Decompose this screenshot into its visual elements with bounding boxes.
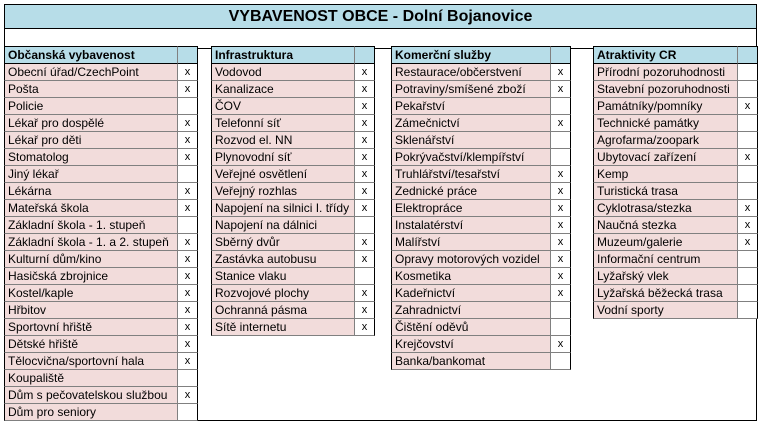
item-label: Zednické práce — [391, 183, 551, 200]
table-row — [4, 336, 198, 353]
item-label: Zahradnictví — [391, 302, 551, 319]
availability-mark: x — [551, 200, 571, 217]
availability-mark: x — [551, 81, 571, 98]
item-label: Elektropráce — [391, 200, 551, 217]
table-row — [4, 217, 198, 234]
table-row — [391, 319, 571, 336]
availability-mark: x — [551, 268, 571, 285]
item-label: Památníky/pomníky — [593, 98, 738, 115]
sheet-title: VYBAVENOST OBCE - Dolní Bojanovice — [5, 5, 756, 29]
availability-mark: x — [178, 64, 198, 81]
table-row — [211, 115, 375, 132]
table-row — [4, 183, 198, 200]
table-row — [4, 353, 198, 370]
item-label: Turistická trasa — [593, 183, 738, 200]
table-row — [391, 217, 571, 234]
availability-mark: x — [178, 149, 198, 166]
category-column — [391, 46, 571, 370]
category-column — [4, 46, 198, 421]
item-label: Dům s pečovatelskou službou — [4, 387, 178, 404]
category-header-row — [593, 46, 758, 64]
item-label: Jiný lékař — [4, 166, 178, 183]
table-row — [593, 149, 758, 166]
item-label: Dětské hřiště — [4, 336, 178, 353]
availability-mark — [551, 132, 571, 149]
availability-mark — [551, 302, 571, 319]
availability-mark: x — [355, 115, 375, 132]
item-label: Sítě internetu — [211, 319, 355, 336]
availability-mark: x — [178, 285, 198, 302]
table-row — [391, 200, 571, 217]
category-header: Infrastruktura — [211, 46, 355, 64]
item-label: Instalatérství — [391, 217, 551, 234]
item-label: Rozvojové plochy — [211, 285, 355, 302]
table-row — [391, 353, 571, 370]
availability-mark: x — [178, 115, 198, 132]
table-row — [211, 268, 375, 285]
availability-mark — [738, 115, 758, 132]
availability-mark — [738, 285, 758, 302]
item-label: Vodovod — [211, 64, 355, 81]
availability-mark: x — [355, 132, 375, 149]
table-row — [211, 166, 375, 183]
table-row — [4, 268, 198, 285]
item-label: Stomatolog — [4, 149, 178, 166]
table-row — [391, 115, 571, 132]
availability-mark: x — [178, 81, 198, 98]
availability-mark: x — [551, 251, 571, 268]
item-label: Přírodní pozoruhodnosti — [593, 64, 738, 81]
category-header-row — [211, 46, 375, 64]
item-label: Cyklotrasa/stezka — [593, 200, 738, 217]
item-label: Lékárna — [4, 183, 178, 200]
table-row — [593, 268, 758, 285]
table-row — [4, 285, 198, 302]
availability-mark — [738, 302, 758, 319]
item-label: Telefonní síť — [211, 115, 355, 132]
availability-mark: x — [551, 234, 571, 251]
table-row — [211, 183, 375, 200]
availability-mark — [178, 404, 198, 421]
item-label: Kadeřnictví — [391, 285, 551, 302]
table-row — [4, 370, 198, 387]
availability-mark — [738, 64, 758, 81]
availability-mark — [738, 81, 758, 98]
item-label: Napojení na dálnici — [211, 217, 355, 234]
item-label: Ubytovací zařízení — [593, 149, 738, 166]
table-row — [211, 319, 375, 336]
item-label: Kanalizace — [211, 81, 355, 98]
availability-mark: x — [551, 285, 571, 302]
table-row — [593, 234, 758, 251]
table-row — [593, 251, 758, 268]
availability-mark: x — [738, 200, 758, 217]
availability-mark — [738, 132, 758, 149]
item-label: Agrofarma/zoopark — [593, 132, 738, 149]
table-row — [4, 98, 198, 115]
table-row — [211, 251, 375, 268]
availability-mark — [178, 217, 198, 234]
item-label: Plynovodní síť — [211, 149, 355, 166]
item-label: Veřejný rozhlas — [211, 183, 355, 200]
availability-mark: x — [178, 319, 198, 336]
availability-mark: x — [178, 387, 198, 404]
table-row — [4, 234, 198, 251]
item-label: Mateřská škola — [4, 200, 178, 217]
item-label: Pošta — [4, 81, 178, 98]
table-row — [391, 285, 571, 302]
availability-mark: x — [738, 234, 758, 251]
category-header-row — [4, 46, 198, 64]
table-row — [593, 64, 758, 81]
item-label: Restaurace/občerstvení — [391, 64, 551, 81]
table-row — [211, 98, 375, 115]
item-label: Dům pro seniory — [4, 404, 178, 421]
item-label: Napojení na silnici I. třídy — [211, 200, 355, 217]
availability-mark: x — [178, 251, 198, 268]
table-row — [4, 251, 198, 268]
table-row — [391, 64, 571, 81]
table-row — [4, 132, 198, 149]
table-row — [593, 115, 758, 132]
item-label: Sklenářství — [391, 132, 551, 149]
availability-mark — [551, 98, 571, 115]
item-label: Obecní úřad/CzechPoint — [4, 64, 178, 81]
item-label: Opravy motorových vozidel — [391, 251, 551, 268]
item-label: Tělocvična/sportovní hala — [4, 353, 178, 370]
table-row — [593, 217, 758, 234]
table-row — [391, 336, 571, 353]
item-label: Banka/bankomat — [391, 353, 551, 370]
item-label: Muzeum/galerie — [593, 234, 738, 251]
item-label: Hasičská zbrojnice — [4, 268, 178, 285]
item-label: Kulturní dům/kino — [4, 251, 178, 268]
item-label: Kemp — [593, 166, 738, 183]
availability-mark: x — [355, 166, 375, 183]
availability-mark: x — [355, 183, 375, 200]
header-mark-cell — [178, 46, 198, 64]
availability-mark: x — [178, 234, 198, 251]
table-row — [211, 81, 375, 98]
table-row — [4, 302, 198, 319]
availability-mark: x — [355, 285, 375, 302]
availability-mark: x — [355, 234, 375, 251]
header-mark-cell — [551, 46, 571, 64]
item-label: Truhlářství/tesařství — [391, 166, 551, 183]
table-row — [391, 81, 571, 98]
table-row — [391, 234, 571, 251]
item-label: Technické památky — [593, 115, 738, 132]
table-row — [211, 200, 375, 217]
availability-mark — [355, 217, 375, 234]
item-label: Informační centrum — [593, 251, 738, 268]
availability-mark — [738, 166, 758, 183]
table-row — [211, 234, 375, 251]
availability-mark: x — [178, 183, 198, 200]
availability-mark: x — [738, 149, 758, 166]
item-label: Sběrný dvůr — [211, 234, 355, 251]
item-label: Rozvod el. NN — [211, 132, 355, 149]
table-row — [211, 217, 375, 234]
availability-mark — [738, 183, 758, 200]
item-label: Stanice vlaku — [211, 268, 355, 285]
table-row — [4, 319, 198, 336]
availability-mark — [551, 353, 571, 370]
item-label: Vodní sporty — [593, 302, 738, 319]
availability-mark: x — [355, 81, 375, 98]
table-row — [4, 166, 198, 183]
item-label: ČOV — [211, 98, 355, 115]
table-row — [4, 115, 198, 132]
availability-mark: x — [178, 132, 198, 149]
availability-mark: x — [738, 217, 758, 234]
availability-mark: x — [178, 353, 198, 370]
table-row — [391, 268, 571, 285]
item-label: Veřejné osvětlení — [211, 166, 355, 183]
table-row — [211, 149, 375, 166]
table-row — [391, 98, 571, 115]
category-column — [593, 46, 758, 319]
item-label: Zámečnictví — [391, 115, 551, 132]
item-label: Kostel/kaple — [4, 285, 178, 302]
availability-mark — [178, 166, 198, 183]
item-label: Pekařství — [391, 98, 551, 115]
table-row — [593, 132, 758, 149]
availability-mark — [738, 251, 758, 268]
item-label: Kosmetika — [391, 268, 551, 285]
item-label: Lyžařská běžecká trasa — [593, 285, 738, 302]
table-row — [4, 64, 198, 81]
availability-mark: x — [178, 268, 198, 285]
item-label: Lékař pro děti — [4, 132, 178, 149]
table-row — [391, 132, 571, 149]
availability-mark: x — [178, 336, 198, 353]
availability-mark: x — [355, 149, 375, 166]
availability-mark: x — [178, 200, 198, 217]
item-label: Lékař pro dospělé — [4, 115, 178, 132]
availability-mark: x — [551, 115, 571, 132]
table-row — [593, 302, 758, 319]
item-label: Zastávka autobusu — [211, 251, 355, 268]
table-row — [4, 149, 198, 166]
availability-mark — [738, 268, 758, 285]
item-label: Potraviny/smíšené zboží — [391, 81, 551, 98]
item-label: Hřbitov — [4, 302, 178, 319]
table-row — [211, 285, 375, 302]
item-label: Základní škola - 1. a 2. stupeň — [4, 234, 178, 251]
item-label: Základní škola - 1. stupeň — [4, 217, 178, 234]
category-header: Komerční služby — [391, 46, 551, 64]
header-mark-cell — [738, 46, 758, 64]
table-row — [593, 183, 758, 200]
table-row — [391, 183, 571, 200]
availability-mark: x — [355, 98, 375, 115]
table-row — [4, 404, 198, 421]
table-row — [593, 81, 758, 98]
table-row — [593, 98, 758, 115]
item-label: Sportovní hřiště — [4, 319, 178, 336]
table-row — [211, 64, 375, 81]
category-header: Atraktivity CR — [593, 46, 738, 64]
table-row — [4, 81, 198, 98]
item-label: Čištění oděvů — [391, 319, 551, 336]
table-row — [391, 166, 571, 183]
header-mark-cell — [355, 46, 375, 64]
table-row — [391, 302, 571, 319]
item-label: Koupaliště — [4, 370, 178, 387]
table-row — [391, 149, 571, 166]
item-label: Lyžařský vlek — [593, 268, 738, 285]
availability-mark: x — [551, 217, 571, 234]
availability-mark: x — [355, 251, 375, 268]
category-header: Občanská vybavenost — [4, 46, 178, 64]
item-label: Policie — [4, 98, 178, 115]
availability-mark — [355, 268, 375, 285]
table-row — [4, 200, 198, 217]
availability-mark — [178, 98, 198, 115]
availability-mark: x — [355, 319, 375, 336]
table-row — [593, 285, 758, 302]
item-label: Krejčovství — [391, 336, 551, 353]
table-row — [4, 387, 198, 404]
category-header-row — [391, 46, 571, 64]
availability-mark: x — [355, 302, 375, 319]
availability-mark: x — [355, 200, 375, 217]
availability-mark: x — [738, 98, 758, 115]
availability-mark — [551, 319, 571, 336]
item-label: Stavební pozoruhodnosti — [593, 81, 738, 98]
availability-mark: x — [551, 183, 571, 200]
table-row — [593, 200, 758, 217]
item-label: Pokrývačství/klempířství — [391, 149, 551, 166]
table-row — [211, 132, 375, 149]
availability-mark — [551, 149, 571, 166]
availability-mark: x — [551, 64, 571, 81]
availability-mark: x — [551, 166, 571, 183]
table-row — [211, 302, 375, 319]
availability-mark: x — [551, 336, 571, 353]
item-label: Ochranná pásma — [211, 302, 355, 319]
availability-mark: x — [355, 64, 375, 81]
item-label: Malířství — [391, 234, 551, 251]
item-label: Naučná stezka — [593, 217, 738, 234]
table-row — [593, 166, 758, 183]
table-row — [391, 251, 571, 268]
availability-mark: x — [178, 302, 198, 319]
availability-mark — [178, 370, 198, 387]
category-column — [211, 46, 375, 336]
